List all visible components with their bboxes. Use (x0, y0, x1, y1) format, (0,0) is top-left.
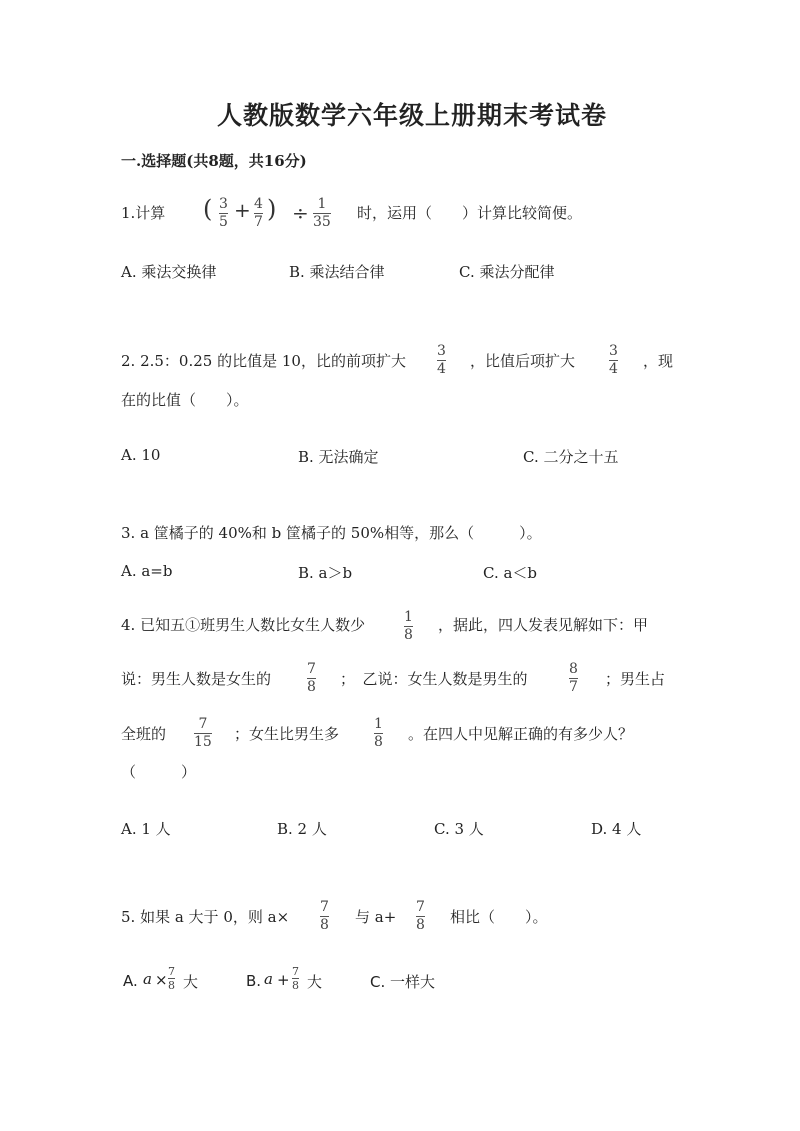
q5-option-a-op: × (155, 971, 168, 989)
q1-lparen: ( (203, 195, 213, 223)
q2-text-part2: ，比值后项扩大 (470, 352, 576, 370)
q3-option-a: A. a=b (121, 562, 173, 580)
q5-fraction-1: 7 8 (320, 899, 329, 933)
q3-option-b: B. a＞b (298, 564, 353, 582)
q4-line1-fraction: 1 8 (404, 609, 413, 643)
q5-option-b-label: B. (246, 972, 262, 990)
q4-line3-c: 。在四人中见解正确的有多少人？ (408, 725, 634, 743)
q5-option-a-word: 大 (183, 973, 199, 991)
q1-option-b: B. 乘法结合律 (289, 263, 385, 281)
q2-option-b: B. 无法确定 (298, 448, 379, 466)
q2-text-part3: ，现 (643, 352, 674, 370)
q4-line2-c: ；男生占 (605, 670, 666, 688)
q1-option-a: A. 乘法交换律 (121, 263, 217, 281)
q5-option-b-op: + (277, 971, 290, 989)
q4-option-a: A. 1 人 (121, 820, 171, 838)
q4-line1-a: 4. 已知五①班男生人数比女生人数少 (121, 616, 366, 634)
q5-option-a-var: a (143, 970, 152, 988)
q1-plus: + (234, 198, 251, 222)
q5-option-a-fraction: 7 8 (168, 965, 175, 992)
q1-fraction-1: 3 5 (219, 196, 228, 230)
q4-line2-a: 说：男生人数是女生的 (121, 670, 272, 688)
q2-fraction-2: 3 4 (609, 343, 618, 377)
page-title: 人教版数学六年级上册期末考试卷 (217, 101, 608, 130)
q5-text-b: 与 a+ (355, 908, 397, 926)
q3-option-c: C. a＜b (483, 564, 538, 582)
q5-option-c: C. 一样大 (370, 973, 436, 991)
q5-text-c: 相比（ ）。 (450, 908, 548, 926)
q4-line3-fraction-2: 1 8 (374, 716, 383, 750)
q5-fraction-2: 7 8 (416, 899, 425, 933)
q4-line3-a: 全班的 (121, 725, 167, 743)
q4-line3-fraction-1: 7 15 (194, 716, 212, 750)
q2-option-c: C. 二分之十五 (523, 448, 619, 466)
q2-option-a: A. 10 (121, 446, 161, 464)
q1-fraction-3: 1 35 (313, 196, 331, 230)
q4-line2-fraction-2: 8 7 (569, 661, 578, 695)
q1-suffix: 时，运用（ ）计算比较简便。 (357, 204, 583, 222)
q5-text-a: 5. 如果 a 大于 0，则 a× (121, 908, 290, 926)
q1-option-c: C. 乘法分配律 (459, 263, 555, 281)
q1-divide: ÷ (292, 201, 309, 225)
q4-answer-blank: （ ） (121, 763, 197, 781)
q5-option-b-word: 大 (307, 973, 323, 991)
q2-fraction-1: 3 4 (437, 343, 446, 377)
q1-fraction-2: 4 7 (254, 196, 263, 230)
q2-text-line2: 在的比值（ ）。 (121, 391, 249, 409)
q4-option-d: D. 4 人 (591, 820, 642, 838)
q4-option-c: C. 3 人 (434, 820, 484, 838)
q4-line2-b: ； 乙说：女生人数是男生的 (340, 670, 528, 688)
q4-line3-b: ；女生比男生多 (234, 725, 340, 743)
q5-option-b-var: a (264, 970, 273, 988)
q3-text: 3. a 筐橘子的 40%和 b 筐橘子的 50%相等，那么（ ）。 (121, 524, 542, 542)
q4-option-b: B. 2 人 (277, 820, 327, 838)
q5-option-a-label: A. (123, 972, 138, 990)
q5-option-b-fraction: 7 8 (292, 965, 299, 992)
q1-prefix: 1.计算 (121, 204, 166, 222)
q4-line2-fraction-1: 7 8 (307, 661, 316, 695)
q1-rparen: ) (267, 195, 277, 223)
q4-line1-b: ，据此，四人发表见解如下：甲 (438, 616, 649, 634)
q2-text-part1: 2. 2.5：0.25 的比值是 10，比的前项扩大 (121, 352, 406, 370)
section-heading: 一.选择题(共8题，共16分) (121, 152, 307, 170)
